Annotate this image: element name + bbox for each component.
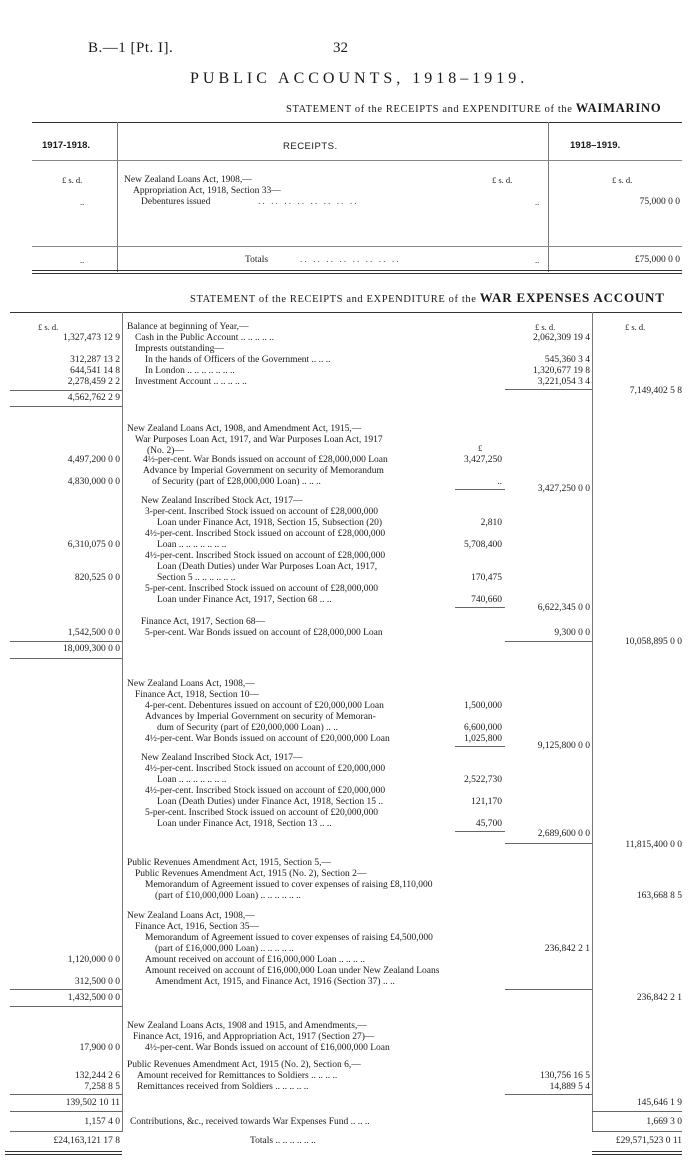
column-divider xyxy=(592,312,593,1132)
totals-label: Totals xyxy=(245,255,269,265)
prev-amount: 132,244 2 6 xyxy=(74,1071,120,1081)
line-item: Advances by Imperial Government on security of Memoran- xyxy=(145,712,376,722)
line-item: New Zealand Loans Acts, 1908 and 1915, and Amendments,— xyxy=(127,1021,367,1031)
mid-amount: 121,170 xyxy=(471,797,502,807)
line-item: dum of Security (part of £20,000,000 Loan) .. .. xyxy=(157,723,338,733)
line-item: 3-per-cent. Inscribed Stock issued on account of £28,000,000 xyxy=(145,507,379,517)
line-item: of Security (part of £28,000,000 Loan) .. .. .. xyxy=(152,477,321,487)
line-item: 5-per-cent. Inscribed Stock issued on account of £20,000,000 xyxy=(145,808,379,818)
column-header-1917: 1917-1918. xyxy=(42,140,91,151)
line-item: Section 5 .. .. .. .. .. .. xyxy=(157,573,236,583)
prev-amount: 1,432,500 0 0 xyxy=(67,993,120,1003)
mid-amount: 45,700 xyxy=(475,819,502,829)
prev-amount: 1,327,473 12 9 xyxy=(63,333,120,343)
line-item: In London .. .. .. .. .. .. .. xyxy=(145,366,235,376)
prev-amount: 644,541 14 8 xyxy=(70,366,120,376)
prev-amount: 4,830,000 0 0 xyxy=(67,477,120,487)
receipt-line: Debentures issued xyxy=(141,197,211,207)
mid-amount: 1,025,800 xyxy=(464,734,502,744)
leader-dots: .. .. .. .. .. .. .. .. xyxy=(258,197,359,207)
totals-label: Totals .. .. .. .. .. .. xyxy=(250,1136,316,1146)
prev-amount: 17,900 0 0 xyxy=(79,1043,120,1053)
section2-title-prefix: STATEMENT of the RECEIPTS and EXPENDITURE of the xyxy=(190,294,477,305)
section1-title-prefix: STATEMENT of the RECEIPTS and EXPENDITURE of the xyxy=(286,104,573,115)
line-item: 4½-per-cent. Inscribed Stock issued on account of £20,000,000 xyxy=(145,764,386,774)
prev-amount: 6,310,075 0 0 xyxy=(67,540,120,550)
rule xyxy=(5,1151,122,1152)
line-item: War Purposes Loan Act, 1917, and War Purposes Loan Act, 1917 xyxy=(135,435,383,445)
rule xyxy=(455,607,505,608)
line-item: Amount received on account of £16,000,000 Loan .. .. .. .. xyxy=(145,955,366,965)
line-item: Investment Account .. .. .. .. .. xyxy=(135,377,247,387)
line-item: Cash in the Public Account .. .. .. .. .. xyxy=(135,333,275,343)
mid-amount: 6,622,345 0 0 xyxy=(537,603,590,613)
totals-amount-right: £29,571,523 0 11 xyxy=(615,1136,682,1146)
line-item: Memorandum of Agreement issued to cover expenses of raising £8,110,000 xyxy=(145,880,433,890)
totals-amount: £75,000 0 0 xyxy=(634,255,680,265)
line-item: 4-per-cent. Debentures issued on account of £20,000,000 Loan xyxy=(145,701,384,711)
column-divider xyxy=(117,122,118,272)
units-label: £ xyxy=(478,443,483,453)
prev-amount: 1,157 4 0 xyxy=(84,1117,120,1127)
rule xyxy=(5,1154,122,1155)
line-item: Memorandum of Agreement issued to cover expenses of raising £4,500,000 xyxy=(145,933,433,943)
rule xyxy=(10,989,122,990)
line-item: Loan (Death Duties) under War Purposes Loan Act, 1917, xyxy=(157,562,378,572)
rule xyxy=(505,843,592,844)
section2-title xyxy=(190,290,665,306)
line-item: Contributions, &c., received towards War Expenses Fund .. .. .. xyxy=(130,1117,370,1127)
mid-amount: 1,500,000 xyxy=(464,701,502,711)
prev-amount: 4,562,762 2 9 xyxy=(67,393,120,403)
empty-value: .. xyxy=(80,197,85,207)
rule xyxy=(32,270,682,271)
line-item: (No. 2)— xyxy=(147,446,184,456)
mid-amount: 2,062,309 19 4 xyxy=(533,333,590,343)
right-amount: 7,149,402 5 8 xyxy=(629,386,682,396)
units-label: £ s. d. xyxy=(625,322,646,332)
line-item: Amount received for Remittances to Soldiers .. .. .. .. xyxy=(137,1071,338,1081)
line-item: New Zealand Loans Act, 1908,— xyxy=(127,679,255,689)
rule xyxy=(32,246,682,247)
mid-amount: 14,889 5 4 xyxy=(549,1082,590,1092)
mid-amount: 236,842 2 1 xyxy=(544,944,590,954)
mid-amount: 130,756 16 5 xyxy=(540,1071,590,1081)
rule xyxy=(505,641,592,642)
rule xyxy=(592,1131,682,1132)
line-item: Public Revenues Amendment Act, 1915, Section 5,— xyxy=(127,858,331,868)
prev-amount: 820,525 0 0 xyxy=(74,573,120,583)
units-label: £ s. d. xyxy=(38,322,59,332)
rule xyxy=(455,831,505,832)
line-item: Loan .. .. .. .. .. .. .. xyxy=(157,775,227,785)
line-item: Loan under Finance Act, 1918, Section 13 .. .. xyxy=(157,819,332,829)
line-item: 5-per-cent. Inscribed Stock issued on account of £28,000,000 xyxy=(145,584,379,594)
prev-amount: 18,009,300 0 0 xyxy=(63,644,120,654)
document-reference: B.—1 [Pt. I]. xyxy=(88,40,174,56)
rule xyxy=(10,312,682,313)
mid-amount: 2,810 xyxy=(480,518,502,528)
prev-amount: 1,120,000 0 0 xyxy=(67,955,120,965)
section1-title-bold: WAIMARINO xyxy=(575,101,662,115)
rule xyxy=(592,1111,682,1112)
right-amount: 11,815,400 0 0 xyxy=(625,840,682,850)
receipt-line: Appropriation Act, 1918, Section 33— xyxy=(133,186,281,196)
line-item: Loan .. .. .. .. .. .. .. xyxy=(157,540,227,550)
line-item: 4½-per-cent. Inscribed Stock issued on account of £28,000,000 xyxy=(145,551,386,561)
line-item: Public Revenues Amendment Act, 1915 (No. 2), Section 6,— xyxy=(127,1060,361,1070)
rule xyxy=(592,1154,682,1155)
prev-amount: 139,502 10 11 xyxy=(65,1098,120,1108)
prev-amount: 1,542,500 0 0 xyxy=(67,628,120,638)
prev-amount: 7,258 8 5 xyxy=(84,1082,120,1092)
mid-amount: 545,360 3 4 xyxy=(544,355,590,365)
rule xyxy=(32,273,682,274)
line-item: (part of £10,000,000 Loan) .. .. .. .. .. .. xyxy=(155,891,301,901)
line-item: 4½-per-cent. Inscribed Stock issued on account of £20,000,000 xyxy=(145,786,386,796)
empty-value: .. xyxy=(535,197,540,207)
mid-amount: 1,320,677 19 8 xyxy=(533,366,590,376)
rule xyxy=(505,989,592,990)
prev-amount: 312,500 0 0 xyxy=(74,977,120,987)
units-label: £ s. d. xyxy=(492,175,513,185)
line-item: New Zealand Inscribed Stock Act, 1917— xyxy=(141,496,303,506)
units-label: £ s. d. xyxy=(62,175,83,185)
column-header-receipts: RECEIPTS. xyxy=(283,141,338,152)
rule xyxy=(10,406,122,407)
rule xyxy=(10,1094,122,1095)
rule xyxy=(455,489,505,490)
line-item: 4½-per-cent. War Bonds issued on account of £28,000,000 Loan xyxy=(143,455,388,465)
rule xyxy=(10,1131,122,1132)
column-divider xyxy=(122,312,123,1132)
line-item: Finance Act, 1918, Section 10— xyxy=(135,690,260,700)
rule xyxy=(10,390,122,391)
column-divider xyxy=(548,122,549,272)
page-title: PUBLIC ACCOUNTS, 1918–1919. xyxy=(190,70,529,87)
line-item: Amendment Act, 1915, and Finance Act, 1916 (Section 37) .. .. xyxy=(155,977,395,987)
right-amount: 10,058,895 0 0 xyxy=(625,637,682,647)
amount-cell: 75,000 0 0 xyxy=(639,197,680,207)
mid-amount: 3,427,250 0 0 xyxy=(537,484,590,494)
line-item: New Zealand Loans Act, 1908, and Amendment Act, 1915,— xyxy=(127,424,362,434)
line-item: Imprests outstanding— xyxy=(135,344,224,354)
prev-amount: 312,287 13 2 xyxy=(70,355,120,365)
leader-dots: .. .. .. .. .. .. .. .. xyxy=(300,255,401,265)
mid-amount: 9,125,800 0 0 xyxy=(537,741,590,751)
line-item: New Zealand Loans Act, 1908,— xyxy=(127,911,255,921)
mid-amount: 5,708,400 xyxy=(464,540,502,550)
line-item: Loan under Finance Act, 1917, Section 68 .. .. xyxy=(157,595,332,605)
line-item: 5-per-cent. War Bonds issued on account of £28,000,000 Loan xyxy=(145,628,383,638)
mid-amount: 3,221,054 3 4 xyxy=(537,377,590,387)
empty-value: .. xyxy=(80,255,85,265)
line-item: Finance Act, 1916, and Appropriation Act, 1917 (Section 27)— xyxy=(133,1032,375,1042)
mid-amount: 170,475 xyxy=(471,573,502,583)
mid-amount: 3,427,250 xyxy=(464,455,502,465)
right-amount: 236,842 2 1 xyxy=(636,993,682,1003)
rule xyxy=(32,122,682,123)
column-header-1918: 1918–1919. xyxy=(570,140,621,151)
empty-value: .. xyxy=(535,255,540,265)
totals-amount-prev: £24,163,121 17 8 xyxy=(53,1136,120,1146)
mid-amount: 9,300 0 0 xyxy=(554,628,590,638)
line-item: (part of £16,000,000 Loan) .. .. .. .. .. xyxy=(155,944,294,954)
line-item: Finance Act, 1916, Section 35— xyxy=(135,922,260,932)
prev-amount: 2,278,459 2 2 xyxy=(67,377,120,387)
mid-amount: .. xyxy=(497,477,502,487)
mid-amount: 6,600,000 xyxy=(464,723,502,733)
right-amount: 163,668 8 5 xyxy=(636,891,682,901)
line-item: New Zealand Inscribed Stock Act, 1917— xyxy=(141,753,303,763)
line-item: 4½-per-cent. War Bonds issued on account of £16,000,000 Loan xyxy=(145,1043,390,1053)
units-label: £ s. d. xyxy=(535,322,556,332)
rule xyxy=(10,1006,122,1007)
rule xyxy=(10,658,122,659)
line-item: Public Revenues Amendment Act, 1915 (No. 2), Section 2— xyxy=(135,869,367,879)
line-item: 4½-per-cent. War Bonds issued on account of £20,000,000 Loan xyxy=(145,734,390,744)
line-item: Balance at beginning of Year,— xyxy=(127,322,249,332)
right-amount: 145,646 1 9 xyxy=(636,1098,682,1108)
line-item: Finance Act, 1917, Section 68— xyxy=(141,617,266,627)
line-item: 4½-per-cent. Inscribed Stock issued on account of £28,000,000 xyxy=(145,529,386,539)
mid-amount: 2,522,730 xyxy=(464,775,502,785)
line-item: In the hands of Officers of the Government .. .. .. xyxy=(145,355,331,365)
rule xyxy=(10,1111,122,1112)
mid-amount: 2,689,600 0 0 xyxy=(537,829,590,839)
rule xyxy=(455,746,505,747)
section2-title-bold: WAR EXPENSES ACCOUNT xyxy=(479,290,665,305)
page-number: 32 xyxy=(333,40,348,56)
rule xyxy=(32,160,682,161)
rule xyxy=(505,389,592,390)
rule xyxy=(505,1094,592,1095)
section1-title xyxy=(286,101,661,116)
line-item: Loan (Death Duties) under Finance Act, 1918, Section 15 .. xyxy=(157,797,384,807)
mid-amount: 740,660 xyxy=(471,595,502,605)
rule xyxy=(592,1151,682,1152)
line-item: Remittances received from Soldiers .. .. .. .. .. xyxy=(137,1082,309,1092)
right-amount: 1,669 3 0 xyxy=(646,1117,682,1127)
line-item: Amount received on account of £16,000,000 Loan under New Zealand Loans xyxy=(145,966,440,976)
line-item: Loan under Finance Act, 1918, Section 15, Subsection (20) xyxy=(157,518,383,528)
prev-amount: 4,497,200 0 0 xyxy=(67,455,120,465)
receipt-line: New Zealand Loans Act, 1908,— xyxy=(124,175,252,185)
rule xyxy=(10,641,122,642)
line-item: Advance by Imperial Government on security of Memorandum xyxy=(143,466,384,476)
units-label: £ s. d. xyxy=(612,175,633,185)
